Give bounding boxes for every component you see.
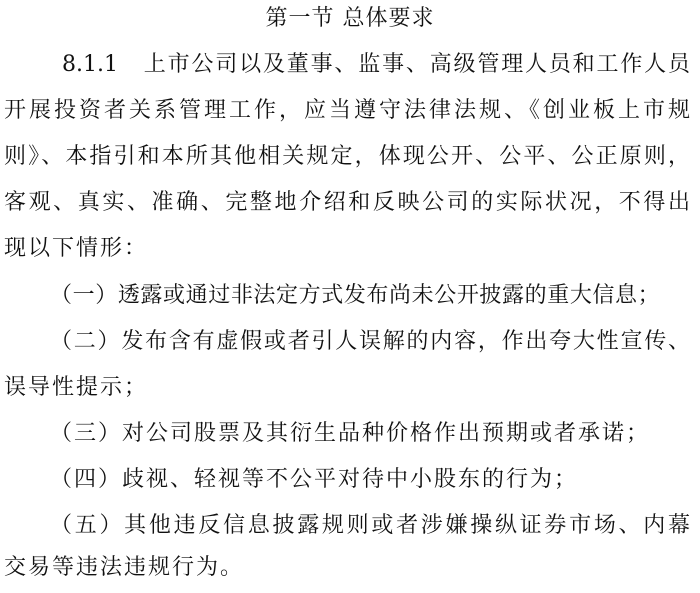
list-item-1 (50, 281, 690, 311)
clause-line-2 (4, 96, 690, 126)
clause-line-1 (62, 50, 690, 80)
item-label: （五） (50, 513, 125, 538)
item-text-line: 交易等违法违规行为。 (4, 555, 245, 580)
clause-text-line: 则》、本指引和本所其他相关规定，体现公开、公平、公正原则， (4, 144, 690, 169)
item-label: （四） (50, 467, 123, 492)
item-text-line: 透露或通过非法定方式发布尚未公开披露的重大信息； (117, 283, 661, 308)
list-item-5 (50, 511, 690, 541)
clause-line-5 (4, 234, 690, 264)
section-title: 第一节 总体要求 (265, 6, 435, 31)
item-text-line: 歧视、轻视等不公平对待中小股东的行为； (122, 467, 579, 492)
item-text-line: 误导性提示； (4, 375, 149, 400)
clause-number: 8.1.1 (62, 52, 118, 77)
item-label: （三） (50, 421, 123, 446)
list-item-3 (50, 419, 690, 449)
clause-text-line: 现以下情形： (4, 236, 149, 261)
list-item-2-continuation (4, 373, 690, 403)
list-item-5-continuation (4, 553, 690, 583)
clause-text-line: 客观、真实、准确、完整地介绍和反映公司的实际状况，不得出 (4, 190, 690, 215)
clause-text-line: 开展投资者关系管理工作，应当遵守法律法规、《创业板上市规 (4, 98, 690, 123)
item-label: （二） (50, 329, 122, 354)
item-text-line: 发布含有虚假或者引人误解的内容，作出夸大性宣传、 (121, 329, 690, 354)
item-text-line: 其他违反信息披露规则或者涉嫌操纵证券市场、内幕 (124, 513, 690, 538)
clause-text-line: 上市公司以及董事、监事、高级管理人员和工作人员 (141, 52, 690, 77)
list-item-2 (50, 327, 690, 357)
item-label: （一） (50, 283, 118, 308)
clause-line-4 (4, 188, 690, 218)
clause-line-3 (4, 142, 690, 172)
item-text-line: 对公司股票及其衍生品种价格作出预期或者承诺； (122, 421, 651, 446)
list-item-4 (50, 465, 690, 495)
